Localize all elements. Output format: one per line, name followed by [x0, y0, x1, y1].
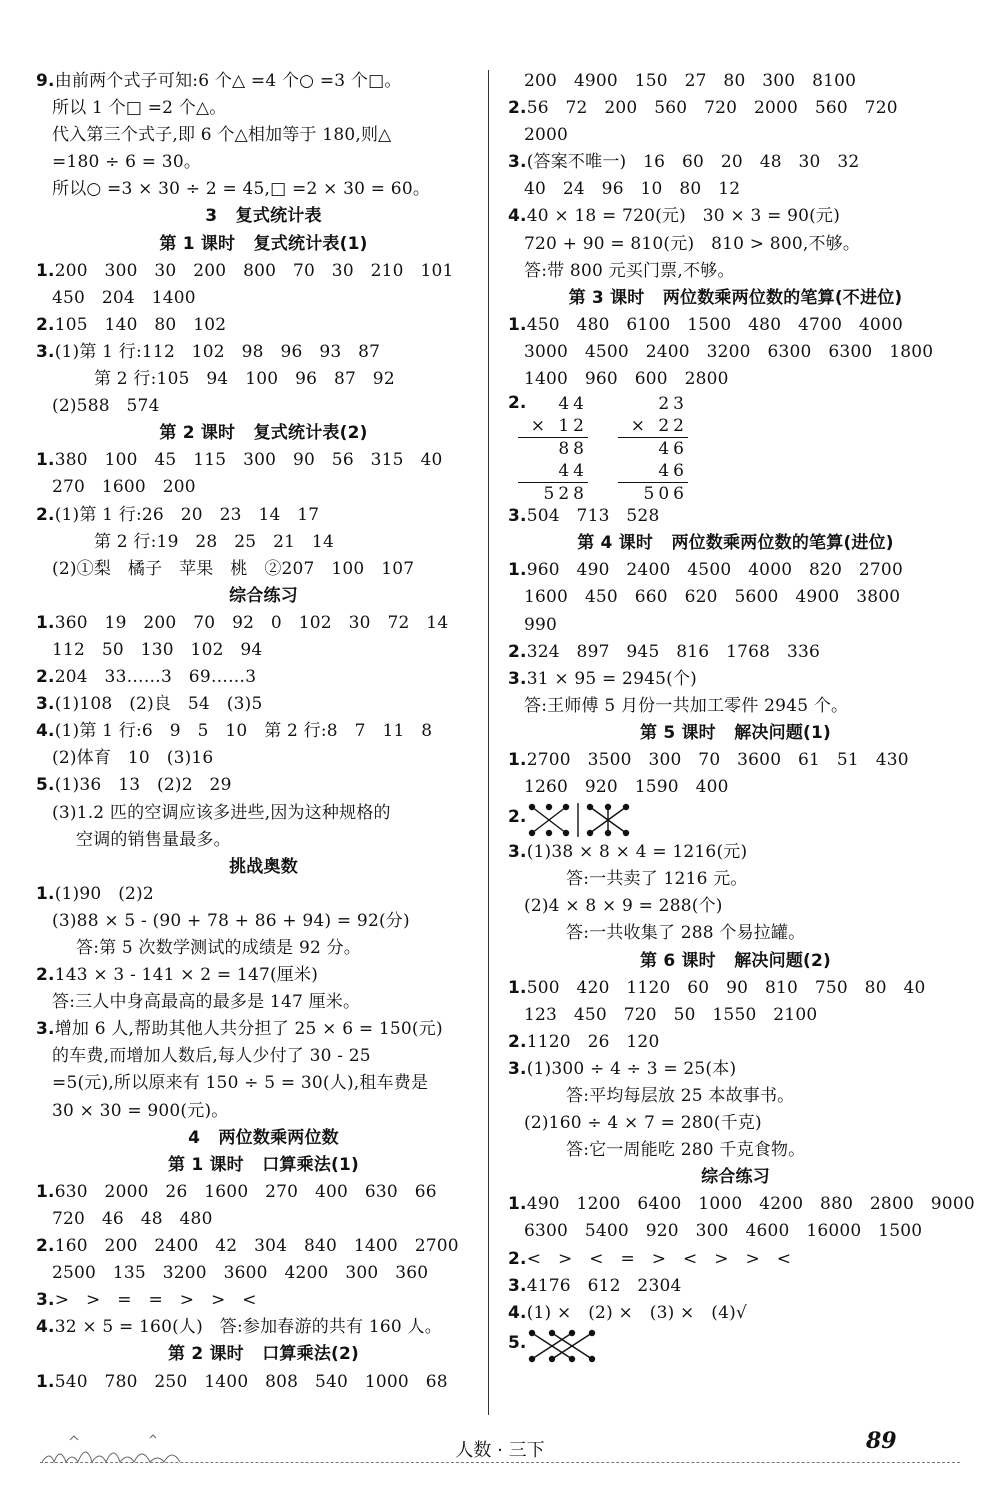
answer-text: 450 204 1400: [52, 287, 196, 308]
answer-text: 40 × 18 = 720(元) 30 × 3 = 90(元): [526, 206, 841, 227]
matching-lines-diagram: [526, 1327, 646, 1365]
answer-line: [36, 962, 491, 989]
matching-lines-diagram: [526, 801, 666, 839]
answer-line: [508, 1246, 963, 1273]
answer-text: 630 2000 26 1600 270 400 630 66: [54, 1181, 437, 1202]
footer-rule: [40, 1462, 960, 1463]
answer-text: 540 780 250 1400 808 540 1000 68: [54, 1371, 448, 1392]
answer-text: (1)第 1 行:26 20 23 14 17: [54, 504, 320, 525]
answer-line: [36, 881, 491, 908]
answer-line: [508, 1218, 963, 1245]
answer-line: [36, 149, 491, 176]
answer-line: [36, 1369, 491, 1396]
question-number: 1.: [508, 749, 527, 770]
answer-text: 第 1 课时 复式统计表(1): [159, 233, 368, 254]
answer-text: 的车费,而增加人数后,每人少付了 30 - 25: [52, 1046, 371, 1067]
question-number: 9.: [36, 71, 55, 91]
answer-line: [36, 68, 491, 95]
answer-text: 1260 920 1590 400: [524, 777, 729, 798]
answer-text: 123 450 720 50 1550 2100: [524, 1004, 818, 1025]
answer-text: 56 72 200 560 720 2000 560 720: [526, 98, 898, 119]
answer-text: =5(元),所以原来有 150 ÷ 5 = 30(人),租车费是: [52, 1073, 429, 1094]
answer-line: [508, 176, 963, 203]
answer-text: 代入第三个式子,即 6 个△相加等于 180,则△: [52, 125, 392, 146]
answer-text: 105 140 80 102: [54, 314, 227, 335]
question-number: 2.: [36, 965, 55, 986]
question-number: 1.: [508, 314, 527, 335]
answer-text: 324 897 945 816 1768 336: [526, 641, 821, 662]
answer-line: [36, 474, 491, 501]
answer-text: 所以 1 个□ =2 个△。: [52, 98, 227, 119]
answer-line: [36, 285, 491, 312]
calc-row: × 12: [518, 415, 588, 438]
answer-text: 200 300 30 200 800 70 30 210 101: [54, 260, 454, 281]
answer-text: 32 × 5 = 160(人) 答:参加春游的共有 160 人。: [54, 1317, 442, 1338]
answer-text: 答:带 800 元买门票,不够。: [524, 260, 735, 281]
answer-line: [36, 1287, 491, 1314]
section-heading: [36, 583, 491, 610]
section-heading: [508, 530, 963, 557]
answer-text: (答案不唯一) 16 60 20 48 30 32: [526, 152, 860, 173]
answer-line: [508, 839, 963, 866]
question-number: 1.: [36, 260, 55, 281]
answer-line: [508, 1029, 963, 1056]
answer-text: 1120 26 120: [526, 1031, 660, 1052]
answer-line: [36, 610, 491, 637]
question-number: 2.: [36, 504, 55, 525]
question-number: 2.: [508, 98, 527, 119]
question-number: 3.: [508, 1275, 527, 1296]
answer-text: (2)160 ÷ 4 × 7 = 280(千克): [524, 1113, 762, 1134]
vertical-calc-a: [518, 393, 588, 505]
answer-line: [508, 747, 963, 774]
answer-line: [36, 1260, 491, 1287]
answer-line: [508, 893, 963, 920]
section-heading: [36, 1125, 491, 1152]
section-heading: [508, 948, 963, 975]
answer-text: 答:平均每层放 25 本故事书。: [566, 1086, 795, 1106]
answer-text: 第 2 课时 口算乘法(2): [168, 1344, 359, 1365]
question-number: 1.: [508, 1194, 527, 1215]
answer-line: [36, 827, 491, 854]
right-column: [508, 68, 975, 1365]
answer-line: [508, 1083, 963, 1110]
section-heading: [36, 203, 491, 230]
answer-line: [36, 989, 491, 1016]
answer-text: (1)108 (2)良 54 (3)5: [54, 694, 263, 715]
question-number: 4.: [508, 1302, 527, 1323]
answer-text: > > = = > > <: [54, 1290, 257, 1311]
answer-text: 综合练习: [701, 1167, 770, 1188]
answer-text: 960 490 2400 4500 4000 820 2700: [526, 560, 903, 581]
answer-text: (2)588 574: [52, 396, 160, 417]
section-heading: [36, 1341, 491, 1368]
answer-text: (1) × (2) × (3) × (4)√: [526, 1302, 748, 1323]
answer-line: [508, 312, 963, 339]
page-footer: [0, 1418, 1000, 1502]
answer-text: 由前两个式子可知:6 个△ =4 个○ =3 个□。: [54, 71, 402, 91]
answer-text: 4 两位数乘两位数: [188, 1127, 339, 1148]
answer-line: [508, 339, 963, 366]
answer-text: 270 1600 200: [52, 477, 196, 498]
calc-row: × 22: [618, 415, 688, 438]
vertical-multiplication: [508, 393, 963, 503]
calc-row: 23: [658, 394, 688, 415]
answer-text: 答:一共收集了 288 个易拉罐。: [566, 923, 806, 944]
calc-row: 506: [643, 484, 688, 505]
answer-line: [36, 339, 491, 366]
question-number: 3.: [36, 341, 55, 362]
question-number: 1.: [508, 977, 527, 998]
answer-line: [36, 718, 491, 745]
answer-line: [36, 935, 491, 962]
question-number: 2.: [36, 314, 55, 335]
answer-text: 综合练习: [229, 585, 298, 606]
answer-line: [36, 258, 491, 285]
answer-line: [36, 1314, 491, 1341]
answer-text: 143 × 3 - 141 × 2 = 147(厘米): [54, 965, 319, 986]
answer-text: 第 1 课时 口算乘法(1): [168, 1154, 359, 1175]
question-number: 2.: [508, 1248, 527, 1269]
answer-line: [36, 1016, 491, 1043]
answer-text: 720 + 90 = 810(元) 810 > 800,不够。: [524, 233, 861, 254]
answer-line: [508, 1191, 975, 1218]
answer-line: [36, 1043, 491, 1070]
answer-text: 720 46 48 480: [52, 1208, 213, 1229]
answer-line: [508, 666, 963, 693]
answer-line: [36, 772, 491, 799]
answer-text: 答:一共卖了 1216 元。: [566, 869, 748, 890]
question-number: 1.: [36, 883, 55, 904]
answer-line: [508, 122, 963, 149]
answer-line: [36, 502, 491, 529]
answer-line: [508, 557, 963, 584]
answer-line: [36, 176, 491, 203]
question-number: 3.: [36, 1290, 55, 1311]
question-number: 4.: [36, 721, 55, 742]
answer-text: 第 3 课时 两位数乘两位数的笔算(不进位): [568, 287, 903, 308]
answer-text: 990: [524, 614, 558, 635]
answer-text: 450 480 6100 1500 480 4700 4000: [526, 314, 903, 335]
question-number: 3.: [508, 506, 527, 527]
answer-line: [508, 693, 963, 720]
answer-text: (1)第 1 行:6 9 5 10 第 2 行:8 7 11 8: [54, 721, 433, 742]
answer-line: [508, 1002, 963, 1029]
answer-text: < > < = > < > > <: [526, 1248, 792, 1269]
matching-figure-1: 2.: [508, 801, 963, 839]
question-number: 4.: [508, 206, 527, 227]
answer-line: [36, 95, 491, 122]
section-heading: [508, 720, 963, 747]
question-number: 5.: [36, 775, 55, 796]
answer-text: =180 ÷ 6 = 30。: [52, 152, 202, 173]
answer-text: (2)①梨 橘子 苹果 桃 ②207 100 107: [52, 558, 415, 579]
answer-line: [508, 774, 963, 801]
section-heading: [36, 1152, 491, 1179]
question-number: 1.: [36, 1181, 55, 1202]
answer-text: 360 19 200 70 92 0 102 30 72 14: [54, 612, 449, 633]
answer-line: [36, 1233, 491, 1260]
answer-line: [36, 1070, 491, 1097]
answer-line: [508, 1273, 963, 1300]
answer-text: 答:王师傅 5 月份一共加工零件 2945 个。: [524, 695, 849, 716]
answer-text: 31 × 95 = 2945(个): [526, 668, 697, 689]
answer-text: 112 50 130 102 94: [52, 639, 263, 660]
left-column: [36, 68, 491, 1396]
answer-line: [36, 908, 491, 935]
answer-line: [508, 366, 963, 393]
answer-line: [508, 1110, 963, 1137]
answer-text: 380 100 45 115 300 90 56 315 40: [54, 450, 443, 471]
answer-line: [508, 866, 963, 893]
calc-row: 528: [543, 484, 588, 505]
answer-text: 第 6 课时 解决问题(2): [640, 950, 831, 971]
answer-text: 204 33……3 69……3: [54, 667, 257, 688]
answer-line: [36, 1098, 491, 1125]
answer-text: 500 420 1120 60 90 810 750 80 40: [526, 977, 926, 998]
answer-text: (2)体育 10 (3)16: [52, 748, 214, 769]
answer-text: 200 4900 150 27 80 300 8100: [524, 71, 857, 91]
answer-text: (2)4 × 8 × 9 = 288(个): [524, 896, 723, 917]
answer-line: [36, 1206, 491, 1233]
answer-line: [508, 1137, 963, 1164]
answer-text: 2500 135 3200 3600 4200 300 360: [52, 1263, 429, 1284]
calc-row: 46: [658, 439, 688, 460]
answer-text: 答:第 5 次数学测试的成绩是 92 分。: [76, 938, 361, 958]
page-number: 89: [866, 1428, 897, 1454]
answer-line: [36, 122, 491, 149]
calc-row: 44: [518, 460, 588, 483]
question-number: 1.: [36, 450, 55, 471]
answer-line: [508, 920, 963, 947]
answer-text: 1600 450 660 620 5600 4900 3800: [524, 587, 901, 608]
question-number: 2.: [508, 393, 527, 414]
calc-row: 46: [618, 460, 688, 483]
question-number: 3.: [36, 694, 55, 715]
answer-text: 504 713 528: [526, 506, 660, 527]
answer-line: [508, 503, 963, 530]
footer-subject: 人数 · 三下: [455, 1440, 545, 1461]
answer-text: (3)88 × 5 - (90 + 78 + 86 + 94) = 92(分): [52, 910, 410, 931]
answer-line: [36, 691, 491, 718]
answer-text: 6300 5400 920 300 4600 16000 1500: [524, 1221, 923, 1242]
question-number: 2.: [508, 641, 527, 662]
section-heading: [508, 1164, 963, 1191]
answer-line: [36, 664, 491, 691]
answer-text: 2000: [524, 125, 569, 146]
answer-text: 160 200 2400 42 304 840 1400 2700: [54, 1236, 459, 1257]
calc-row: 88: [558, 439, 588, 460]
answer-text: 40 24 96 10 80 12: [524, 179, 741, 200]
answer-text: 3 复式统计表: [205, 206, 322, 227]
section-heading: [36, 231, 491, 258]
question-number: 3.: [36, 1019, 55, 1040]
section-heading: [36, 420, 491, 447]
answer-text: 第 2 行:105 94 100 96 87 92: [94, 369, 395, 390]
matching-figure-2: 5.: [508, 1327, 963, 1365]
answer-text: 490 1200 6400 1000 4200 880 2800 9000: [526, 1194, 975, 1215]
question-number: 1.: [508, 560, 527, 581]
answer-line: [508, 975, 963, 1002]
answer-line: [508, 584, 963, 611]
question-number: 2.: [36, 1236, 55, 1257]
question-number: 2.: [36, 667, 55, 688]
answer-line: [36, 447, 491, 474]
answer-line: [508, 639, 963, 666]
answer-line: [36, 393, 491, 420]
answer-text: 第 5 课时 解决问题(1): [640, 722, 831, 743]
answer-line: [36, 312, 491, 339]
question-number: 1.: [36, 1371, 55, 1392]
answer-text: (1)90 (2)2: [54, 883, 154, 904]
answer-line: [508, 203, 963, 230]
answer-text: (1)38 × 8 × 4 = 1216(元): [526, 842, 748, 863]
question-number: 3.: [508, 152, 527, 173]
question-number: 1.: [36, 612, 55, 633]
question-number: 4.: [36, 1317, 55, 1338]
calc-row: 44: [558, 394, 588, 415]
answer-line: [508, 612, 963, 639]
answer-line: [508, 231, 963, 258]
answer-line: [36, 1179, 491, 1206]
answer-text: 30 × 30 = 900(元)。: [52, 1100, 229, 1121]
answer-line: [36, 366, 491, 393]
answer-line: [508, 1300, 963, 1327]
answer-line: [508, 258, 963, 285]
answer-line: [36, 529, 491, 556]
answer-text: 空调的销售量最多。: [76, 829, 231, 850]
section-heading: [508, 285, 963, 312]
answer-text: 第 4 课时 两位数乘两位数的笔算(进位): [577, 533, 894, 554]
answer-line: [508, 68, 963, 95]
answer-line: [36, 745, 491, 772]
answer-text: 2700 3500 300 70 3600 61 51 430: [526, 749, 909, 770]
answer-text: 3000 4500 2400 3200 6300 6300 1800: [524, 341, 934, 362]
answer-text: (3)1.2 匹的空调应该多进些,因为这种规格的: [52, 802, 391, 823]
question-number: 3.: [508, 668, 527, 689]
answer-text: (1)第 1 行:112 102 98 96 93 87: [54, 341, 381, 362]
answer-line: [508, 95, 963, 122]
answer-text: 1400 960 600 2800: [524, 369, 729, 390]
answer-line: [36, 637, 491, 664]
answer-text: (1)300 ÷ 4 ÷ 3 = 25(本): [526, 1058, 737, 1079]
answer-text: 答:三人中身高最高的最多是 147 厘米。: [52, 992, 361, 1013]
answer-text: 第 2 课时 复式统计表(2): [159, 423, 368, 444]
answer-line: [508, 1056, 963, 1083]
question-number: 3.: [508, 1058, 527, 1079]
answer-text: 答:它一周能吃 280 千克食物。: [566, 1140, 806, 1161]
vertical-calc-b: [618, 393, 688, 505]
question-number: 3.: [508, 842, 527, 863]
answer-line: [36, 556, 491, 583]
answer-text: 挑战奥数: [229, 856, 298, 877]
answer-line: [36, 800, 491, 827]
answer-text: (1)36 13 (2)2 29: [54, 775, 232, 796]
section-heading: [36, 854, 491, 881]
answer-text: 第 2 行:19 28 25 21 14: [94, 531, 334, 552]
answer-text: 所以○ =3 × 30 ÷ 2 = 45,□ =2 × 30 = 60。: [52, 179, 431, 200]
answer-text: 4176 612 2304: [526, 1275, 682, 1296]
question-number: 2.: [508, 1031, 527, 1052]
answer-text: 增加 6 人,帮助其他人共分担了 25 × 6 = 150(元): [54, 1019, 443, 1040]
answer-line: [508, 149, 963, 176]
